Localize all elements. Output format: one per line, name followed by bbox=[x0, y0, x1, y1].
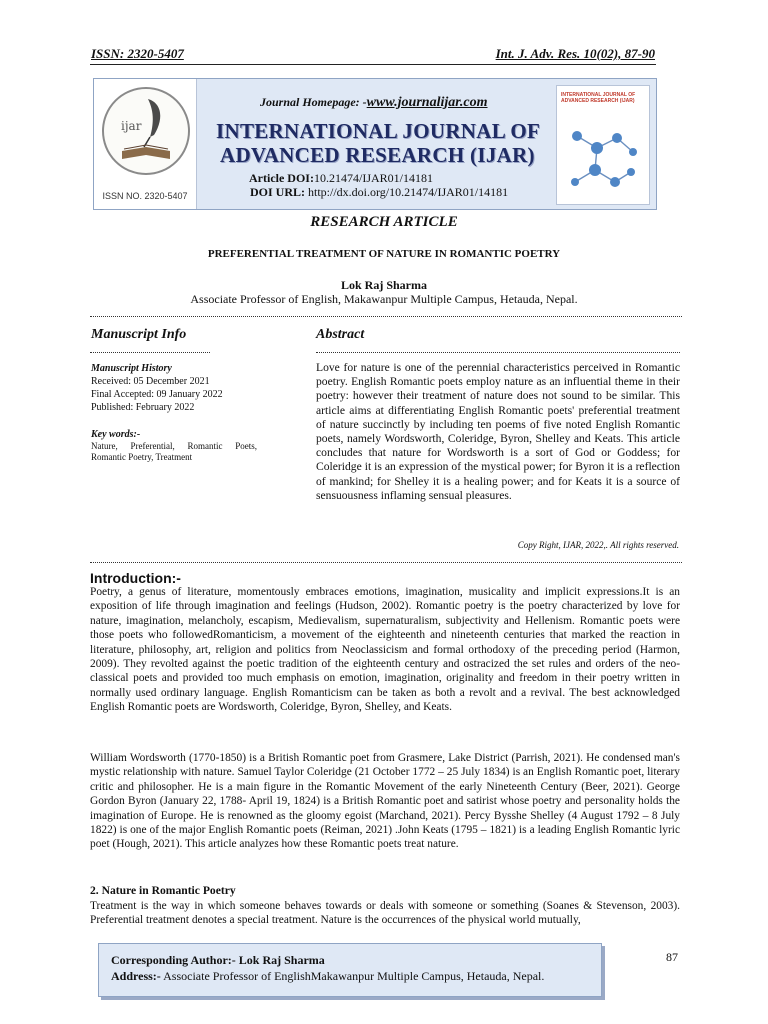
divider-top bbox=[90, 316, 682, 317]
doi-url bbox=[250, 185, 508, 199]
accepted-date: Final Accepted: 09 January 2022 bbox=[91, 389, 223, 400]
journal-title bbox=[216, 119, 540, 167]
published-date: Published: February 2022 bbox=[91, 402, 195, 413]
author-affiliation: Associate Professor of English, Makawanpur Multiple Campus, Hetauda, Nepal. bbox=[190, 292, 578, 306]
manuscript-info-heading: Manuscript Info bbox=[91, 327, 187, 342]
journal-title-line2: ADVANCED RESEARCH (IJAR) bbox=[220, 143, 535, 167]
abstract-heading: Abstract bbox=[316, 327, 365, 342]
header-rule bbox=[90, 64, 656, 65]
journal-title-line1: INTERNATIONAL JOURNAL OF bbox=[216, 119, 541, 143]
address-value: Associate Professor of EnglishMakawanpur Multiple Campus, Hetauda, Nepal. bbox=[160, 969, 545, 983]
doi-url-label: DOI URL: bbox=[250, 185, 306, 199]
homepage-link[interactable]: www.journalijar.com bbox=[366, 95, 488, 110]
divider-bottom bbox=[90, 562, 682, 563]
manuscript-history-label: Manuscript History bbox=[91, 363, 172, 374]
intro-paragraph-2: William Wordsworth (1770-1850) is a British Romantic poet from Grasmere, Lake District (Parrish, 2021). He condensed man's mystic relationship with nature. Samuel Taylor Coleridge (21 October 1772 – 25 July 1834) is an English Romantic poet, literary critic and philosopher. He is a main figure in the Romantic Movement of the early Nineteenth Century (Beer, 2021). George Gordon Byron (January 22, 1788- April 19, 1824) is a British Romantic poet and satirist whose poetry and personality holds the imagination of Europe. He is renowned as the gloomy egoist (Marchand, 2021). Percy Bysshe Shelley (4 August 1792 – 8 July 1822) is one of the major English Romantic poets (Reiman, 2021) .John Keats (1795 – 1821) is a leading English Romantic lyric poet (Hough, 2021). This article analyzes how these Romantic poets treat nature. bbox=[90, 752, 680, 851]
author-address bbox=[111, 969, 544, 984]
section-2-paragraph: Treatment is the way in which someone behaves towards or deals with someone or something (Soanes & Stevenson, 2003). Preferential treatment denotes a special treatment. Nature is the occurrences of the physical world mutually, bbox=[90, 900, 680, 927]
corresponding-author-box bbox=[98, 943, 602, 997]
manuscript-divider bbox=[90, 352, 210, 353]
journal-logo bbox=[94, 79, 197, 209]
homepage-label: Journal Homepage: - bbox=[260, 95, 367, 109]
logo-emblem bbox=[102, 87, 190, 175]
journal-cover-image bbox=[556, 85, 650, 205]
abstract-text: Love for nature is one of the perennial characteristics perceived in Romantic poetry. English Romantic poets employ nature as an influential theme in their poetry: however their treatment of nature does not sound to be similar. This article aims at differentiating English Romantic poets' preferential treatment of nature succinctly by including ten poems of five noted English Romantic poets, namely Wordsworth, Coleridge, Byron, Shelley and Keats. This article concludes that nature for Wordsworth is a sort of God or Goddess; for Coleridge it is an expression of the mystical power; for Byron it is a reflection of mankind; for Shelley it is a healing power; and for Keats it is a source of sensuousness inflaming sensual pleasures. bbox=[316, 361, 680, 502]
journal-banner bbox=[93, 78, 657, 210]
abstract-divider bbox=[316, 352, 680, 353]
address-label: Address:- bbox=[111, 969, 161, 983]
doi-label: Article DOI: bbox=[249, 171, 314, 185]
quill-book-icon bbox=[104, 89, 188, 173]
citation-header: Int. J. Adv. Res. 10(02), 87-90 bbox=[495, 46, 655, 61]
corresponding-author: Corresponding Author:- Lok Raj Sharma bbox=[111, 953, 325, 967]
logo-issn: ISSN NO. 2320-5407 bbox=[102, 191, 188, 201]
section-2-heading: 2. Nature in Romantic Poetry bbox=[90, 884, 236, 897]
copyright: Copy Right, IJAR, 2022,. All rights reserved. bbox=[517, 540, 679, 550]
paper-title: PREFERENTIAL TREATMENT OF NATURE IN ROMANTIC POETRY bbox=[207, 248, 561, 260]
page-number: 87 bbox=[666, 950, 678, 964]
keywords-label: Key words:- bbox=[91, 429, 141, 440]
manuscript-dates bbox=[91, 375, 223, 414]
cover-title: INTERNATIONAL JOURNAL OF ADVANCED RESEARCH (IJAR) bbox=[561, 92, 636, 104]
doi-url-link[interactable]: http://dx.doi.org/10.21474/IJAR01/14181 bbox=[305, 185, 509, 199]
article-doi bbox=[249, 171, 433, 185]
author-name: Lok Raj Sharma bbox=[340, 278, 427, 292]
article-type: RESEARCH ARTICLE bbox=[310, 214, 458, 230]
intro-heading: Introduction:- bbox=[90, 570, 181, 586]
intro-paragraph-1: Poetry, a genus of literature, momentously embraces emotions, imagination, musicality and implicit expressions.It is an exposition of life through imagination and feelings (Hudson, 2002). Romantic poetry is the poetry characterized by love for nature, imagination, melancholy, escapism, Medievalism, supernaturalism, subjectivity and Hellenism. Romantic poets were those poets who followedRomanticism, a movement of the eighteenth and nineteenth centuries that marked the reaction in literature, philosophy, art, religion and politics from Neoclassicism and formal orthodoxy of the preceding period (Harmon, 2009). They revolted against the poetic tradition of the eighteenth century and ostracized the set rules and orders of the neo-classical poets and provided too much emphasis on emotion, imagination, originality and freedom in their poetry written in normally used ordinary language. English Romanticism can be taken as both a revolt and a revival. The best acknowledged English Romantic poets are Wordsworth, Coleridge, Byron, Shelley, and Keats. bbox=[90, 586, 680, 714]
journal-homepage bbox=[260, 95, 488, 111]
received-date: Received: 05 December 2021 bbox=[91, 376, 210, 387]
keywords: Nature, Preferential, Romantic Poets, Romantic Poetry, Treatment bbox=[91, 441, 257, 462]
molecule-icon bbox=[557, 86, 649, 204]
issn-header: ISSN: 2320-5407 bbox=[91, 46, 184, 61]
logo-wordmark: ijar bbox=[121, 119, 142, 133]
doi-value: 10.21474/IJAR01/14181 bbox=[313, 171, 433, 185]
